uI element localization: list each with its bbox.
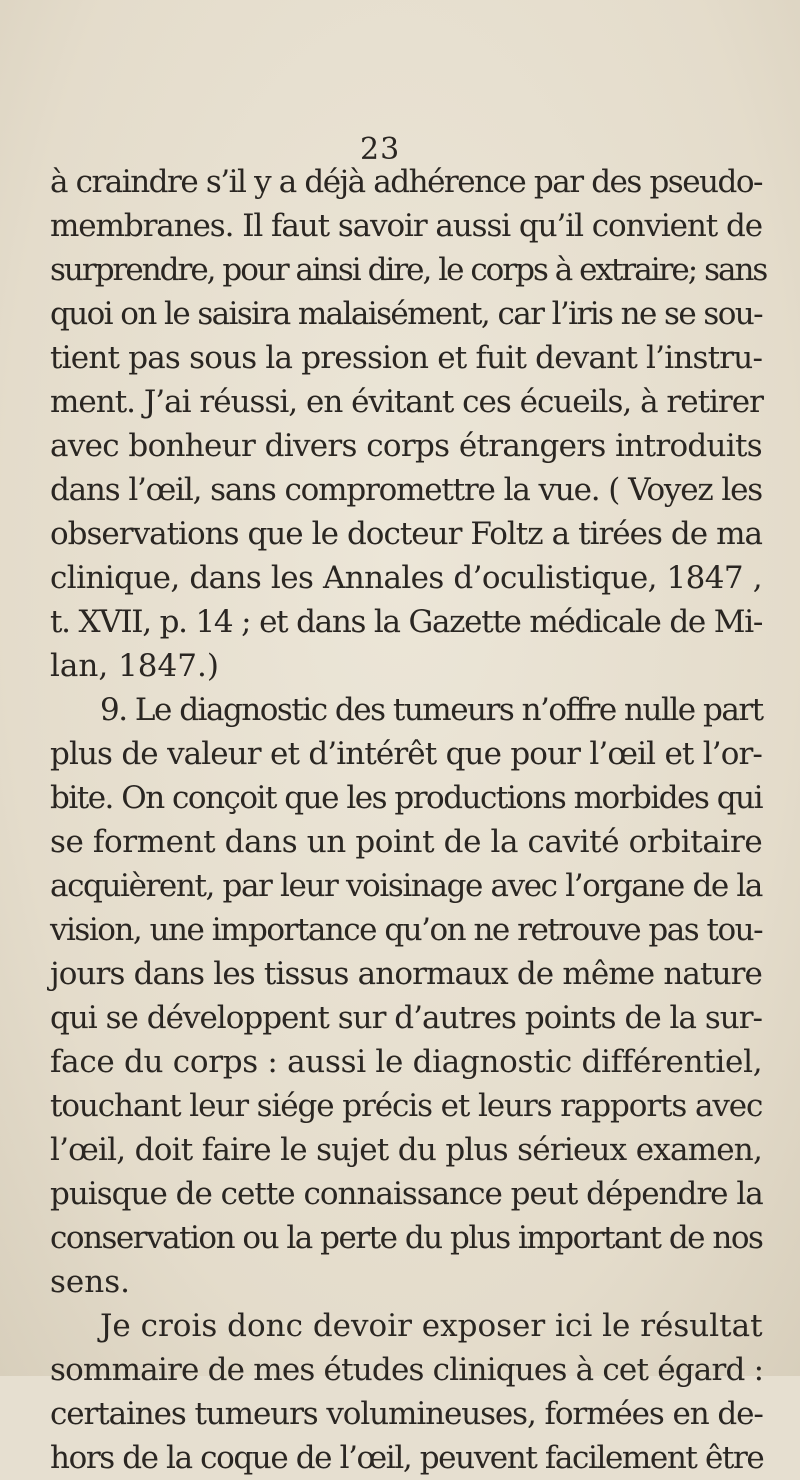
text-line: qui se développent sur d’autres points de la sur-	[50, 1000, 762, 1036]
text-line: jours dans les tissus anormaux de même nature	[50, 956, 762, 992]
text-line: t. XVII, p. 14 ; et dans la Gazette médicale de Mi-	[50, 604, 762, 640]
text-line: 9. Le diagnostic des tumeurs n’offre nulle part	[100, 692, 763, 728]
text-line: lan, 1847.)	[50, 648, 219, 684]
text-line: certaines tumeurs volumineuses, formées en de-	[50, 1396, 763, 1432]
text-line: observations que le docteur Foltz a tirées de ma	[50, 516, 762, 552]
text-line: sens.	[50, 1264, 130, 1300]
text-line: membranes. Il faut savoir aussi qu’il convient de	[50, 208, 762, 244]
text-line: à craindre s’il y a déjà adhérence par des pseudo-	[50, 164, 762, 200]
text-line: se forment dans un point de la cavité orbitaire	[50, 824, 763, 860]
body-text	[50, 160, 767, 1480]
text-line: conservation ou la perte du plus important de nos	[50, 1220, 763, 1256]
text-line: plus de valeur et d’intérêt que pour l’œil et l’or-	[50, 736, 762, 772]
text-line: ment. J’ai réussi, en évitant ces écueils, à retirer	[50, 384, 763, 420]
text-line: tient pas sous la pression et fuit devant l’instru-	[50, 340, 763, 376]
text-line: vision, une importance qu’on ne retrouve pas tou-	[50, 912, 763, 948]
text-line: avec bonheur divers corps étrangers introduits	[50, 428, 762, 464]
text-line: l’œil, doit faire le sujet du plus sérieux examen,	[50, 1132, 762, 1168]
text-line: face du corps : aussi le diagnostic différentiel,	[50, 1044, 763, 1080]
text-line: surprendre, pour ainsi dire, le corps à extraire; sans	[50, 252, 767, 288]
text-line: bite. On conçoit que les productions morbides qui	[50, 780, 762, 816]
text-line: quoi on le saisira malaisément, car l’iris ne se sou-	[50, 296, 762, 332]
text-line: clinique, dans les Annales d’oculistique, 1847 ,	[50, 560, 762, 596]
text-line: touchant leur siége précis et leurs rapports avec	[50, 1088, 763, 1124]
text-line: acquièrent, par leur voisinage avec l’organe de la	[50, 868, 762, 904]
text-line: puisque de cette connaissance peut dépendre la	[50, 1176, 763, 1212]
text-line: sommaire de mes études cliniques à cet égard :	[50, 1352, 764, 1388]
text-line: Je crois donc devoir exposer ici le résultat	[100, 1308, 763, 1344]
text-line: dans l’œil, sans compromettre la vue. ( Voyez les	[50, 472, 762, 508]
page-number: 23	[360, 132, 401, 167]
text-line: hors de la coque de l’œil, peuvent facilement être	[50, 1440, 764, 1476]
